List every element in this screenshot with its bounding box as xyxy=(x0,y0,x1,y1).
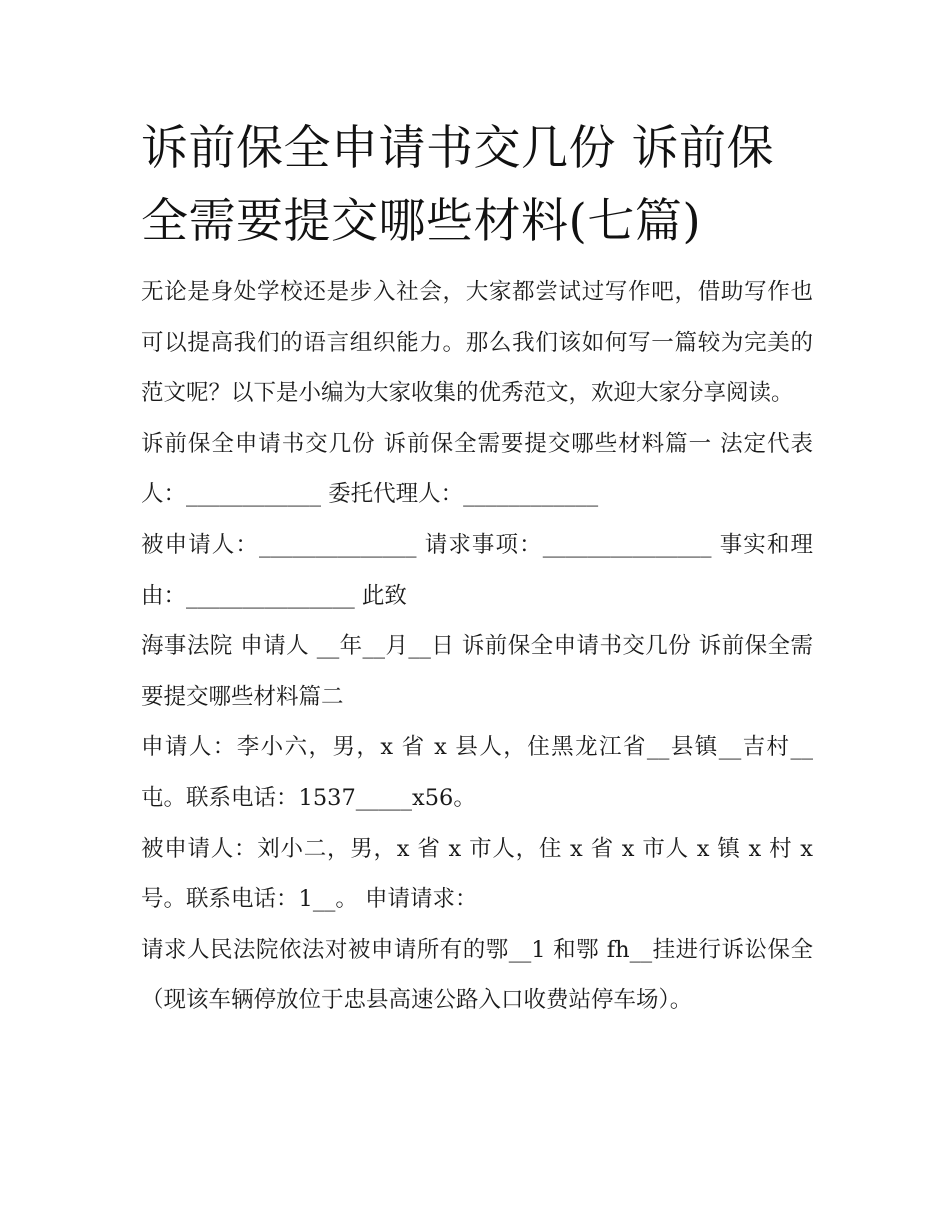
form-paragraph-respondent: 被申请人：______________ 请求事项：_______________ 事实和理由：_______________ 此致 xyxy=(141,531,813,609)
form-paragraph-court: 海事法院 申请人 __年__月__日 诉前保全申请书交几份 诉前保全需要提交哪些材料篇二 xyxy=(141,633,813,710)
applicant-paragraph: 申请人：李小六，男，x 省 x 县人，住黑龙江省__县镇__吉村__屯。联系电话：1537_____x56。 xyxy=(141,734,813,811)
respondent-paragraph: 被申请人：刘小二，男，x 省 x 市人，住 x 省 x 市人 x 镇 x 村 x 号。联系电话：1__。 申请请求： xyxy=(141,835,813,913)
form-paragraph-representative: 诉前保全申请书交几份 诉前保全需要提交哪些材料篇一 法定代表人：____________ 委托代理人：____________ xyxy=(141,430,813,508)
document-title: 诉前保全申请书交几份 诉前保全需要提交哪些材料(七篇) xyxy=(141,121,774,249)
document-page xyxy=(141,112,813,1026)
intro-paragraph: 无论是身处学校还是步入社会，大家都尝试过写作吧，借助写作也可以提高我们的语言组织能力。那么我们该如何写一篇较为完美的范文呢？以下是小编为大家收集的优秀范文，欢迎大家分享阅读。 xyxy=(141,279,813,407)
request-paragraph: 请求人民法院依法对被申请所有的鄂__1 和鄂 fh__挂进行诉讼保全（现该车辆停放位于忠县高速公路入口收费站停车场）。 xyxy=(141,936,813,1014)
